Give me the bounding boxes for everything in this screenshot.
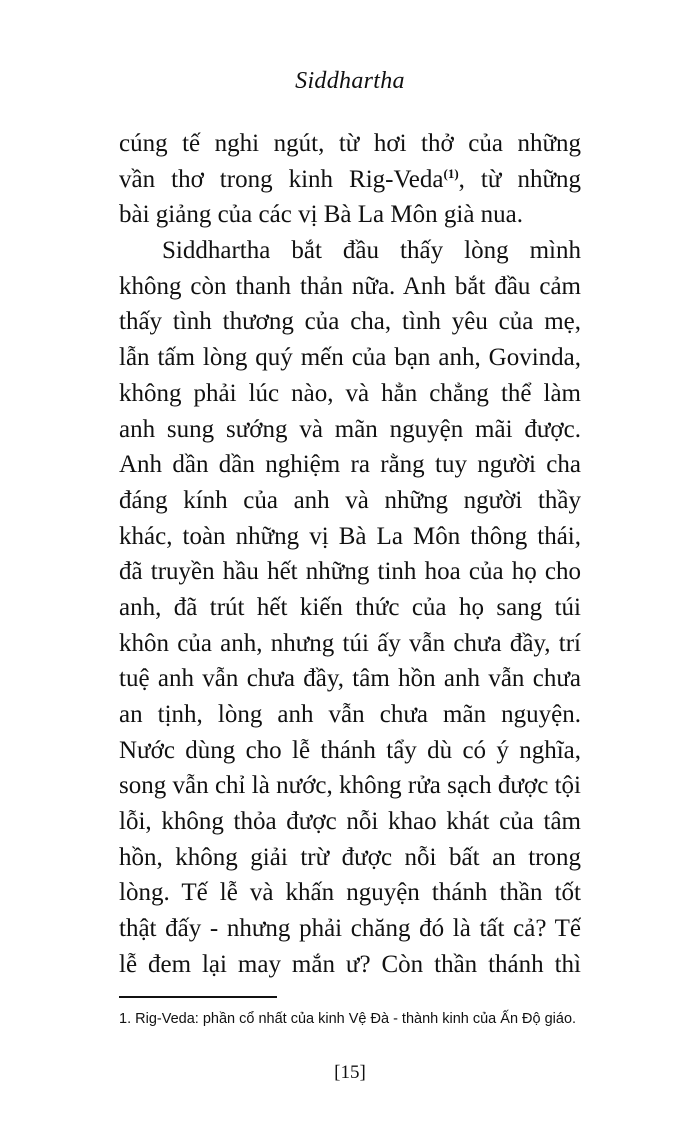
body-text [119, 126, 581, 983]
footnote-divider [119, 996, 277, 998]
text-line: không còn thanh thản nữa. Anh bắt đầu cảm [119, 272, 581, 300]
text-line: tuệ anh vẫn chưa đầy, tâm hồn anh vẫn chưa [119, 665, 581, 693]
footnote-reference: (1) [443, 165, 459, 181]
text-line [119, 162, 581, 198]
running-header: Siddhartha [295, 68, 405, 94]
paragraph-first-line: Siddhartha bắt đầu thấy lòng mình [162, 237, 581, 265]
text-line: lỗi, không thỏa được nỗi khao khát của tâm [119, 808, 581, 836]
text-line: lễ đem lại may mắn ư? Còn thần thánh thì [119, 950, 581, 978]
text-line: an tịnh, lòng anh vẫn chưa mãn nguyện. [119, 701, 581, 728]
text-line: anh sung sướng và mãn nguyện mãi được. [119, 415, 581, 443]
footnote: 1. Rig-Veda: phần cổ nhất của kinh Vệ Đà - thành kinh của Ấn Độ giáo. [119, 1011, 577, 1027]
text-line: lòng. Tế lễ và khấn nguyện thánh thần tốt [119, 879, 581, 907]
text-line: khác, toàn những vị Bà La Môn thông thái, [119, 522, 581, 550]
text-line: Nước dùng cho lễ thánh tẩy dù có ý nghĩa, [119, 736, 581, 764]
text-line: đã truyền hầu hết những tinh hoa của họ cho [119, 558, 581, 586]
text-line: cúng tế nghi ngút, từ hơi thở của những [119, 130, 581, 157]
page-number: [15] [334, 1062, 366, 1083]
text-line: song vẫn chỉ là nước, không rửa sạch được tội [119, 772, 581, 800]
text-segment: , từ những [458, 165, 581, 193]
text-line: Anh dần dần nghiệm ra rằng tuy người cha [119, 451, 581, 479]
text-line: đáng kính của anh và những người thầy [119, 486, 581, 514]
text-line: thật đấy - nhưng phải chăng đó là tất cả? Tế [119, 915, 581, 943]
text-line: anh, đã trút hết kiến thức của họ sang túi [119, 593, 581, 621]
text-line: khôn của anh, nhưng túi ấy vẫn chưa đầy, trí [119, 629, 581, 657]
text-line: không phải lúc nào, và hẳn chẳng thể làm [119, 379, 581, 407]
text-line: hồn, không giải trừ được nỗi bất an trong [119, 843, 581, 871]
text-line: bài giảng của các vị Bà La Môn già nua. [119, 201, 524, 229]
text-line: thấy tình thương của cha, tình yêu của mẹ, [119, 308, 581, 336]
text-segment: vần thơ trong kinh Rig-Veda [119, 165, 444, 193]
text-line: lẫn tấm lòng quý mến của bạn anh, Govinda, [119, 344, 581, 372]
